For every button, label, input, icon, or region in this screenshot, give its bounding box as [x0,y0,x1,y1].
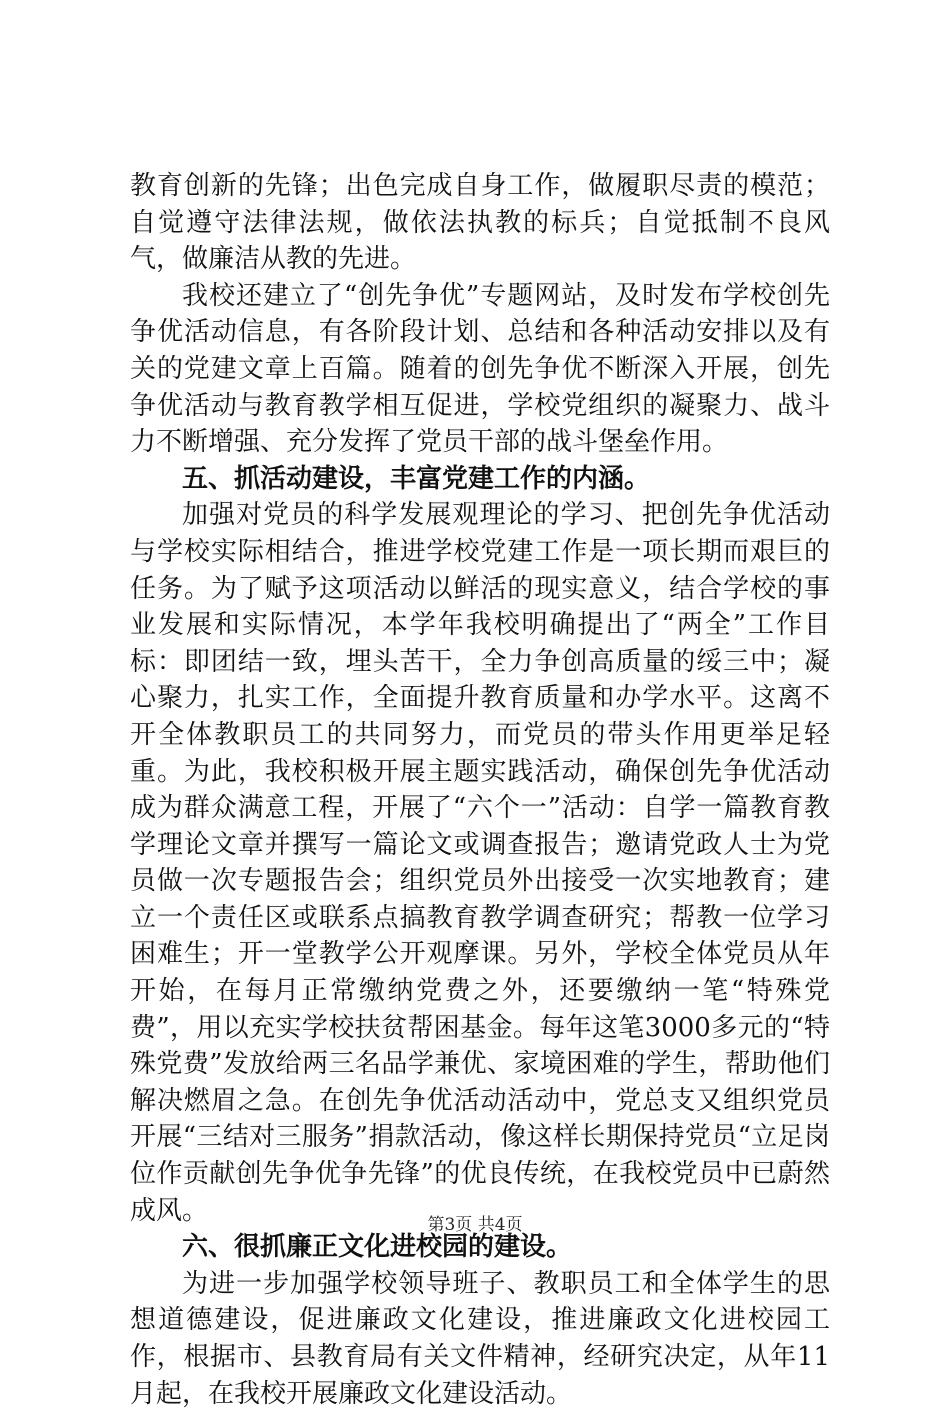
paragraph-integrity-culture: 为进一步加强学校领导班子、教职员工和全体学生的思想道德建设，促进廉政文化建设，推进廉政文化进校园工作，根据市、县教育局有关文件精神，经研究决定，从年11月起，在我校开展廉政文化建设活动。 [130,1268,830,1409]
paragraph-website: 我校还建立了“创先争优”专题网站，及时发布学校创先争优活动信息，有各阶段计划、总结和各种活动安排以及有关的党建文章上百篇。随着的创先争优不断深入开展，创先争优活动与教育教学相互促进，学校党组织的凝聚力、战斗力不断增强、充分发挥了党员干部的战斗堡垒作用。 [130,280,830,458]
section-heading-five: 五、抓活动建设，丰富党建工作的内涵。 [182,463,651,494]
paragraph-activities: 加强对党员的科学发展观理论的学习、把创先争优活动与学校实际相结合，推进学校党建工作是一项长期而艰巨的任务。为了赋予这项活动以鲜活的现实意义，结合学校的事业发展和实际情况，本学年我校明确提出了“两全”工作目标：即团结一致，埋头苦干，全力争创高质量的绥三中；凝心聚力，扎实工作，全面提升教育质量和办学水平。这离不开全体教职员工的共同努力，而党员的带头作用更举足轻重。为此，我校积极开展主题实践活动，确保创先争优活动成为群众满意工程，开展了“六个一”活动：自学一篇教育教学理论文章并撰写一篇论文或调查报告；邀请党政人士为党员做一次专题报告会；组织党员外出接受一次实地教育；建立一个责任区或联系点搞教育教学调查研究；帮教一位学习困难生；开一堂教学公开观摩课。另外，学校全体党员从年开始，在每月正常缴纳党费之外，还要缴纳一笔“特殊党费”，用以充实学校扶贫帮困基金。每年这笔3000多元的“特殊党费”发放给两三名品学兼优、家境困难的学生，帮助他们解决燃眉之急。在创先争优活动活动中，党总支又组织党员开展“三结对三服务”捐款活动，像这样长期保持党员“立足岗位作贡献创先争优争先锋”的优良传统，在我校党员中已蔚然成风。 [130,500,830,1226]
paragraph-continuation: 教育创新的先锋；出色完成自身工作，做履职尽责的模范；自觉遵守法律法规，做依法执教的标兵；自觉抵制不良风气，做廉洁从教的先进。 [130,171,830,275]
page-footer: 第3页 共4页 [427,1215,523,1235]
section-heading-six: 六、很抓廉正文化进校园的建设。 [182,1232,573,1263]
